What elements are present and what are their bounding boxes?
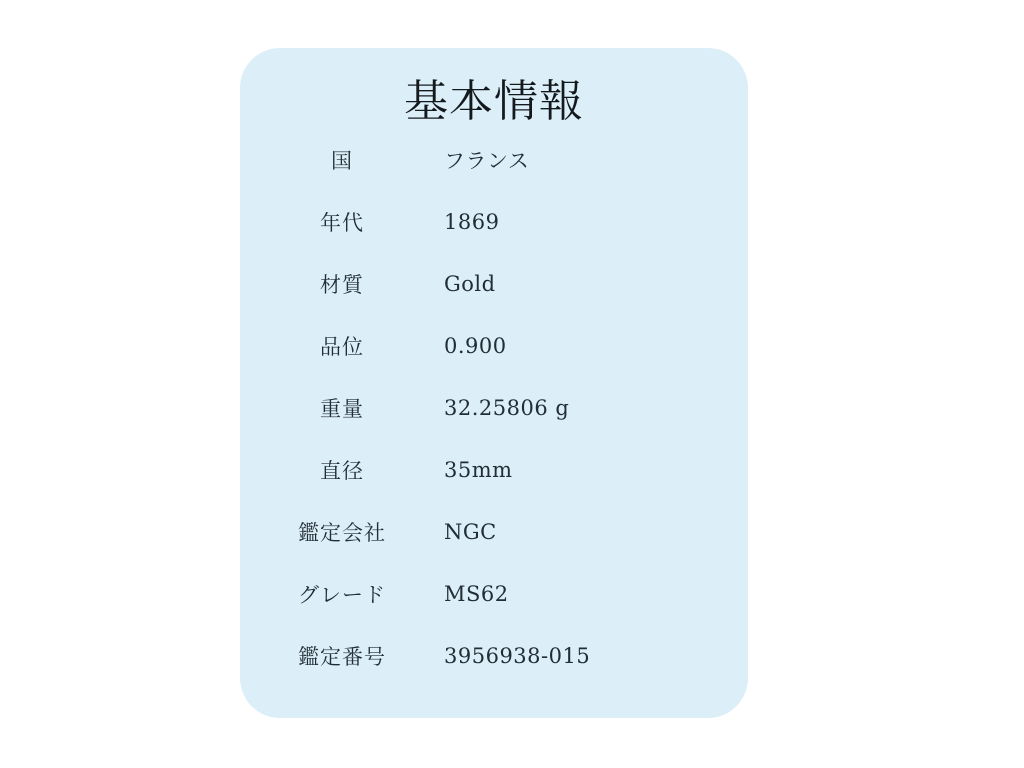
info-table — [240, 129, 748, 687]
row-label: グレード — [298, 583, 386, 607]
card-title: 基本情報 — [404, 76, 584, 127]
table-row — [240, 439, 748, 501]
table-row — [240, 377, 748, 439]
basic-info-card — [240, 48, 748, 718]
row-label: 品位 — [320, 335, 364, 359]
row-value: 32.25806 g — [444, 396, 570, 420]
row-value: フランス — [444, 149, 530, 173]
table-row — [240, 191, 748, 253]
row-value: Gold — [444, 272, 496, 296]
table-row — [240, 625, 748, 687]
table-row — [240, 315, 748, 377]
row-value: 0.900 — [444, 334, 507, 358]
row-label: 重量 — [320, 397, 364, 421]
row-value: 3956938-015 — [444, 644, 591, 668]
table-row — [240, 563, 748, 625]
row-value: 1869 — [444, 210, 500, 234]
row-label: 直径 — [320, 459, 364, 483]
row-value: NGC — [444, 520, 497, 544]
table-row — [240, 253, 748, 315]
row-label: 年代 — [320, 211, 364, 235]
row-label: 材質 — [320, 273, 364, 297]
table-row — [240, 129, 748, 191]
row-label: 鑑定会社 — [298, 521, 386, 545]
row-value: 35mm — [444, 458, 513, 482]
row-label: 国 — [331, 149, 353, 173]
row-label: 鑑定番号 — [298, 645, 386, 669]
table-row — [240, 501, 748, 563]
row-value: MS62 — [444, 582, 509, 606]
